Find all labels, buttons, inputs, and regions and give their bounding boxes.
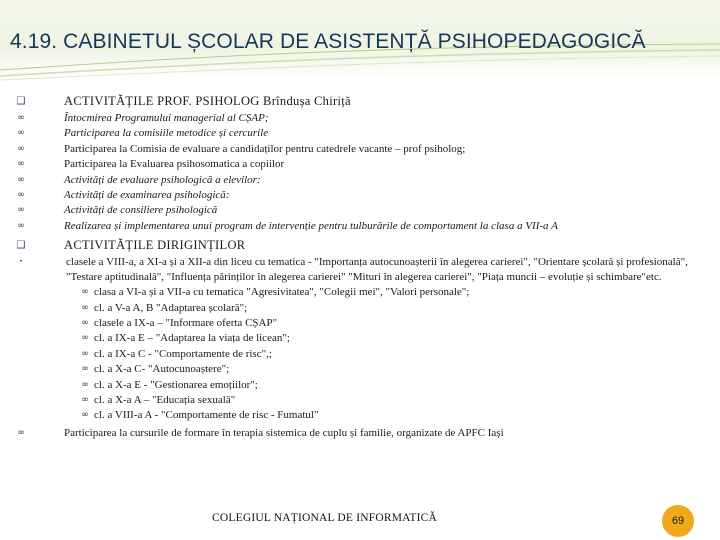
list-item [14, 188, 704, 203]
loop-bullet-icon: ∞ [17, 113, 25, 123]
diriginti-paragraph [19, 255, 694, 284]
loop-bullet-icon: ∞ [81, 318, 89, 329]
list-item-text: Activități de evaluare psihologică a elevilor: [64, 173, 261, 186]
list-item [14, 203, 704, 218]
loop-bullet-icon: ∞ [17, 189, 25, 200]
page-number-badge: 69 [662, 505, 694, 537]
loop-bullet-icon: ∞ [17, 143, 25, 154]
loop-bullet-icon: ∞ [17, 205, 25, 216]
loop-bullet-icon: ∞ [81, 364, 89, 375]
list-item-text: cl. a VIII-a A - "Comportamente de risc - Fumatul" [94, 409, 319, 422]
section-heading-text: ACTIVITĂȚILE DIRIGINȚILOR [64, 238, 246, 253]
list-item [14, 126, 704, 141]
psiholog-activity-list [14, 111, 704, 234]
diriginti-topic-list [14, 285, 704, 424]
loop-bullet-icon: ∞ [81, 333, 89, 344]
list-item-text: clasele a IX-a – "Informare oferta CȘAP" [94, 317, 278, 330]
list-item [14, 173, 704, 188]
list-item [14, 301, 704, 316]
list-item [14, 219, 704, 234]
loop-bullet-icon: ∞ [81, 395, 89, 406]
footer-school-name: COLEGIUL NAȚIONAL DE INFORMATICĂ [212, 512, 437, 524]
list-item [14, 285, 704, 300]
list-item-text: Participarea la comisiile metodice și cercurile [64, 127, 269, 140]
square-bullet-icon: ❑ [16, 96, 26, 107]
list-item-text: cl. a IX-a C - "Comportamente de risc",; [94, 347, 272, 360]
loop-bullet-icon: ∞ [17, 220, 25, 231]
loop-bullet-icon: ∞ [17, 128, 25, 139]
list-item [14, 316, 704, 331]
list-item-text: cl. a X-a A – "Educația sexuală" [94, 394, 236, 407]
section-heading-psiholog [14, 92, 704, 111]
list-item [14, 111, 704, 126]
dot-bullet-icon: • [19, 258, 23, 266]
square-bullet-icon: ❑ [16, 240, 26, 252]
slide-content [14, 92, 704, 441]
list-item-text: Participarea la Evaluarea psihosomatica a copiilor [64, 158, 285, 171]
list-item [14, 362, 704, 377]
loop-bullet-icon: ∞ [81, 302, 89, 313]
closing-item [14, 426, 704, 441]
list-item [14, 347, 704, 362]
paragraph-text: clasele a VIII-a, a XI-a și a XII-a din liceu cu tematica - "Importanța autocunoașterii în alegerea carierei", "Orientare școlară și profesională", "Testare aptitudinală", "Influența părinților în alegerea carierei" "Mituri în alegerea carierei", "Piața muncii – evoluție și schimbare"etc. [66, 256, 688, 283]
list-item-text: Activități de consiliere psihologică [64, 204, 218, 217]
loop-bullet-icon: ∞ [81, 410, 89, 421]
list-item [14, 331, 704, 346]
list-item-text: cl. a X-a C- "Autocunoaștere"; [94, 363, 230, 376]
list-item [14, 142, 704, 157]
list-item-text: Realizarea și implementarea unui program de intervenție pentru tulburările de comportament la clasa a VII-a A [64, 219, 558, 232]
list-item-text: cl. a IX-a E – "Adaptarea la viața de licean"; [94, 332, 290, 345]
list-item-text: cl. a V-a A, B "Adaptarea școlară"; [94, 301, 248, 314]
list-item-text: Întocmirea Programului managerial al CȘAP; [64, 112, 269, 124]
list-item-text: cl. a X-a E - "Gestionarea emoțiilor"; [94, 378, 258, 391]
loop-bullet-icon: ∞ [81, 348, 89, 359]
closing-item-text: Participarea la cursurile de formare în terapia sistemica de cuplu și familie, organizate de APFC Iași [64, 426, 504, 439]
slide-title: 4.19. CABINETUL ȘCOLAR DE ASISTENȚĂ PSIHOPEDAGOGICĂ [10, 30, 646, 53]
loop-bullet-icon: ∞ [17, 427, 25, 438]
loop-bullet-icon: ∞ [81, 287, 89, 298]
list-item [14, 378, 704, 393]
loop-bullet-icon: ∞ [17, 159, 25, 170]
list-item [14, 157, 704, 172]
list-item [14, 393, 704, 408]
section-heading-text: ACTIVITĂȚILE PROF. PSIHOLOG Brîndușa Chiriță [64, 94, 351, 108]
loop-bullet-icon: ∞ [81, 379, 89, 390]
list-item-text: clasa a VI-a și a VII-a cu tematica "Agresivitatea", "Colegii mei", "Valori personale"; [94, 286, 470, 299]
section-heading-diriginti [14, 236, 704, 255]
list-item [14, 408, 704, 423]
list-item-text: Activități de examinarea psihologică: [64, 188, 230, 201]
loop-bullet-icon: ∞ [17, 174, 25, 185]
list-item-text: Participarea la Comisia de evaluare a candidaților pentru catedrele vacante – prof psiholog; [64, 142, 466, 155]
